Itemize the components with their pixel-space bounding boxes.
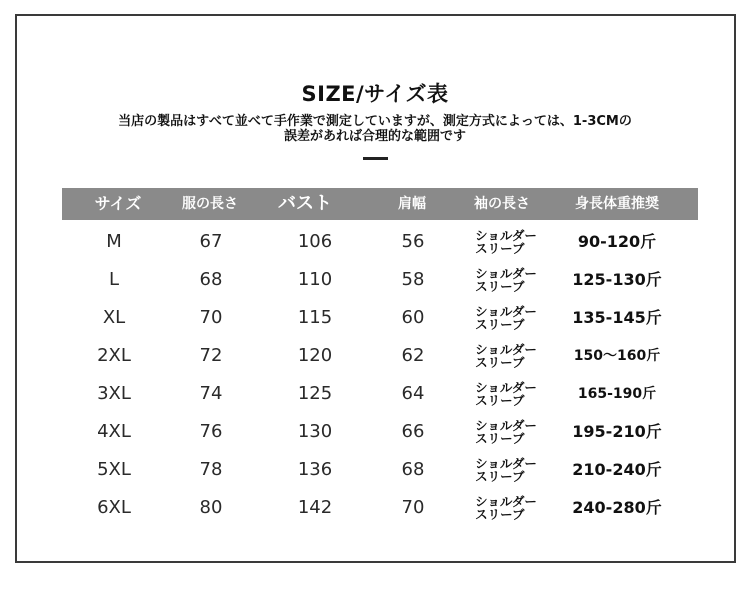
- cell-size: M: [106, 231, 122, 252]
- table-header: [62, 188, 698, 220]
- sleeve-line-1: ショルダー: [475, 342, 537, 357]
- table-row: [0, 489, 750, 527]
- header-recommend: 身長体重推奨: [575, 196, 659, 212]
- cell-shoulder: 56: [401, 231, 425, 252]
- note-line-2: 誤差があれば合理的な範囲です: [283, 129, 466, 144]
- sleeve-line-2: スリーブ: [475, 317, 525, 332]
- sleeve-line-1: ショルダー: [475, 380, 537, 395]
- cell-shoulder: 58: [401, 269, 425, 290]
- sleeve-line-1: ショルダー: [475, 456, 537, 471]
- cell-shoulder: 70: [401, 497, 425, 518]
- sleeve-line-2: スリーブ: [475, 241, 525, 256]
- cell-shoulder: 60: [401, 307, 425, 328]
- cell-shoulder: 64: [401, 383, 425, 404]
- sleeve-line-2: スリーブ: [475, 279, 525, 294]
- cell-sleeve: [475, 343, 537, 369]
- sleeve-line-2: スリーブ: [475, 355, 525, 370]
- cell-shoulder: 68: [401, 459, 425, 480]
- cell-bust: 136: [297, 459, 333, 480]
- table-row: [0, 337, 750, 375]
- cell-recommend: 90-120斤: [577, 232, 657, 251]
- cell-length: 70: [199, 307, 223, 328]
- sleeve-line-2: スリーブ: [475, 393, 525, 408]
- table-row: [0, 451, 750, 489]
- cell-shoulder: 66: [401, 421, 425, 442]
- header-sleeve: 袖の長さ: [474, 196, 530, 212]
- sleeve-line-2: スリーブ: [475, 469, 525, 484]
- cell-size: 6XL: [97, 497, 131, 518]
- cell-length: 67: [199, 231, 223, 252]
- cell-size: 3XL: [97, 383, 131, 404]
- cell-bust: 142: [297, 497, 333, 518]
- sleeve-line-1: ショルダー: [475, 304, 537, 319]
- table-row: [0, 261, 750, 299]
- cell-size: 4XL: [97, 421, 131, 442]
- sleeve-line-1: ショルダー: [475, 418, 537, 433]
- table-row: [0, 223, 750, 261]
- cell-recommend: 150～160斤: [573, 348, 661, 364]
- cell-length: 78: [199, 459, 223, 480]
- cell-size: L: [108, 269, 120, 290]
- cell-length: 68: [199, 269, 223, 290]
- cell-bust: 130: [297, 421, 333, 442]
- cell-sleeve: [475, 229, 537, 255]
- cell-recommend: 195-210斤: [572, 422, 662, 441]
- cell-length: 80: [199, 497, 223, 518]
- header-size: サイズ: [94, 194, 142, 213]
- cell-recommend: 240-280斤: [572, 498, 662, 517]
- cell-recommend: 165-190斤: [577, 386, 657, 402]
- cell-sleeve: [475, 305, 537, 331]
- sleeve-line-2: スリーブ: [475, 431, 525, 446]
- header-bust: バスト: [278, 193, 332, 214]
- page-title: SIZE/サイズ表: [301, 82, 449, 106]
- cell-length: 76: [199, 421, 223, 442]
- cell-bust: 120: [297, 345, 333, 366]
- cell-sleeve: [475, 457, 537, 483]
- measurement-note: [60, 114, 690, 144]
- table-row: [0, 413, 750, 451]
- cell-bust: 125: [297, 383, 333, 404]
- header-length: 服の長さ: [182, 196, 238, 212]
- cell-sleeve: [475, 381, 537, 407]
- cell-bust: 106: [297, 231, 333, 252]
- sleeve-line-2: スリーブ: [475, 507, 525, 522]
- table-row: [0, 375, 750, 413]
- title-divider: [363, 157, 388, 160]
- cell-sleeve: [475, 267, 537, 293]
- sleeve-line-1: ショルダー: [475, 228, 537, 243]
- cell-recommend: 135-145斤: [572, 308, 662, 327]
- sleeve-line-1: ショルダー: [475, 266, 537, 281]
- cell-length: 72: [199, 345, 223, 366]
- cell-sleeve: [475, 495, 537, 521]
- cell-recommend: 210-240斤: [572, 460, 662, 479]
- cell-shoulder: 62: [401, 345, 425, 366]
- cell-sleeve: [475, 419, 537, 445]
- cell-bust: 115: [297, 307, 333, 328]
- header-shoulder: 肩幅: [398, 196, 426, 212]
- cell-size: 2XL: [97, 345, 131, 366]
- sleeve-line-1: ショルダー: [475, 494, 537, 509]
- cell-length: 74: [199, 383, 223, 404]
- cell-size: 5XL: [97, 459, 131, 480]
- note-line-1: 当店の製品はすべて並べて手作業で測定していますが、測定方式によっては、1-3CMの: [118, 114, 632, 129]
- cell-recommend: 125-130斤: [572, 270, 662, 289]
- cell-bust: 110: [297, 269, 333, 290]
- table-row: [0, 299, 750, 337]
- cell-size: XL: [102, 307, 126, 328]
